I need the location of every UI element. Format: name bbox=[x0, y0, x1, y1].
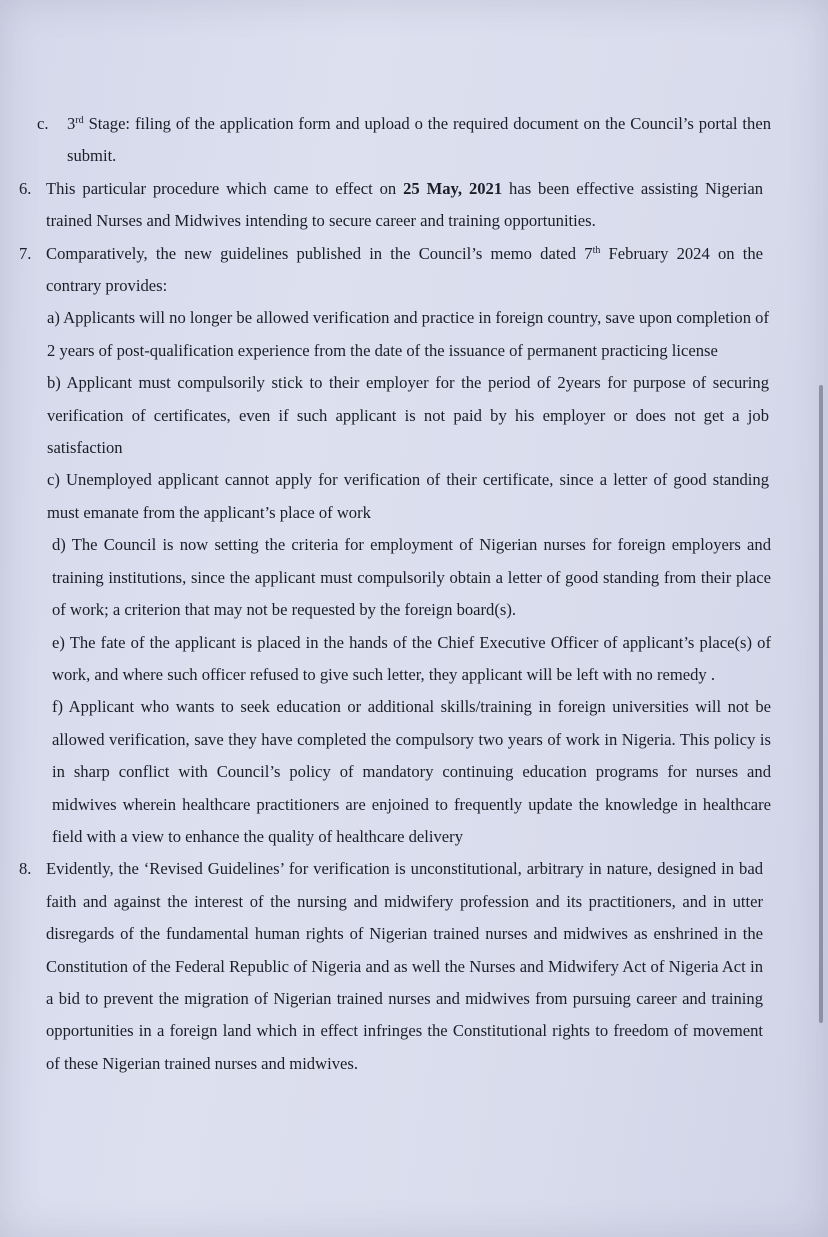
document-body bbox=[0, 108, 828, 1080]
stage-ordinal: 3 bbox=[67, 114, 76, 133]
item-6-text-after: has been effective assisting Nigerian trained Nurses and Midwives intending to secure career and training opportunities. bbox=[46, 178, 763, 231]
provision-c: c) Unemployed applicant cannot apply for verification of their certificate, since a letter of good standing must emanate from the applicant’s place of work bbox=[47, 470, 769, 522]
item-number: 8. bbox=[19, 859, 32, 879]
item-c-text: Stage: filing of the application form and upload o the required document on the Council’s portal then submit. bbox=[67, 114, 771, 166]
provision-a: a) Applicants will no longer be allowed verification and practice in foreign country, save upon completion of 2 years of post-qualification experience from the date of the issuance of permanent practicing license bbox=[47, 308, 769, 360]
provision-b: b) Applicant must compulsorily stick to their employer for the period of 2years for purpose of securing verification of certificates, even if such applicant is not paid by his employer or does not get a job satisfaction bbox=[47, 373, 769, 458]
item-6-text-before: This particular procedure which came to effect on bbox=[46, 178, 404, 198]
provision-e: e) The fate of the applicant is placed in the hands of the Chief Executive Officer of applicant’s place(s) of work, and where such officer refused to give such letter, they applicant will be left with no remedy . bbox=[52, 632, 771, 684]
numbered-item-6 bbox=[19, 173, 763, 238]
ordinal-suffix: rd bbox=[75, 115, 84, 126]
item-number: 7. bbox=[19, 243, 32, 263]
item-8-text: Evidently, the ‘Revised Guidelines’ for verification is unconstitutional, arbitrary in nature, designed in bad faith and against the interest of the nursing and midwifery profession and its practitioners, and in utter disregards of the fundamental human rights of Nigerian trained nurses and midwives as enshrined in the Constitution of the Federal Republic of Nigeria and as well the Nurses and Midwifery Act of Nigeria Act in a bid to prevent the migration of Nigerian trained nurses and midwives from pursuing career and training opportunities in a foreign land which in effect infringes the Constitutional rights to freedom of movement of these Nigerian trained nurses and midwives. bbox=[46, 859, 763, 1073]
provision-d: d) The Council is now setting the criteria for employment of Nigerian nurses for foreign employers and training institutions, since the applicant must compulsorily obtain a letter of good standing from their place of work; a criterion that may not be requested by the foreign board(s). bbox=[52, 535, 771, 620]
item-number: 6. bbox=[19, 178, 32, 198]
effective-date: 25 May, 2021 bbox=[403, 178, 503, 198]
numbered-item-8 bbox=[19, 853, 763, 1080]
provision-f: f) Applicant who wants to seek education or additional skills/training in foreign universities will not be allowed verification, save they have completed the compulsory two years of work in Nigeria. This policy is in sharp conflict with Council’s policy of mandatory continuing education programs for nurses and midwives wherein healthcare practitioners are enjoined to frequently update the knowledge in healthcare field with a view to enhance the quality of healthcare delivery bbox=[52, 697, 771, 846]
list-item-c bbox=[37, 108, 771, 173]
list-marker: c. bbox=[37, 114, 49, 133]
numbered-item-7 bbox=[19, 238, 763, 303]
date-suffix: th bbox=[592, 244, 601, 256]
item-7-text-before: Comparatively, the new guidelines published in the Council’s memo dated 7 bbox=[46, 243, 593, 263]
item-7-text-after: February 2024 on the contrary provides: bbox=[46, 243, 763, 296]
